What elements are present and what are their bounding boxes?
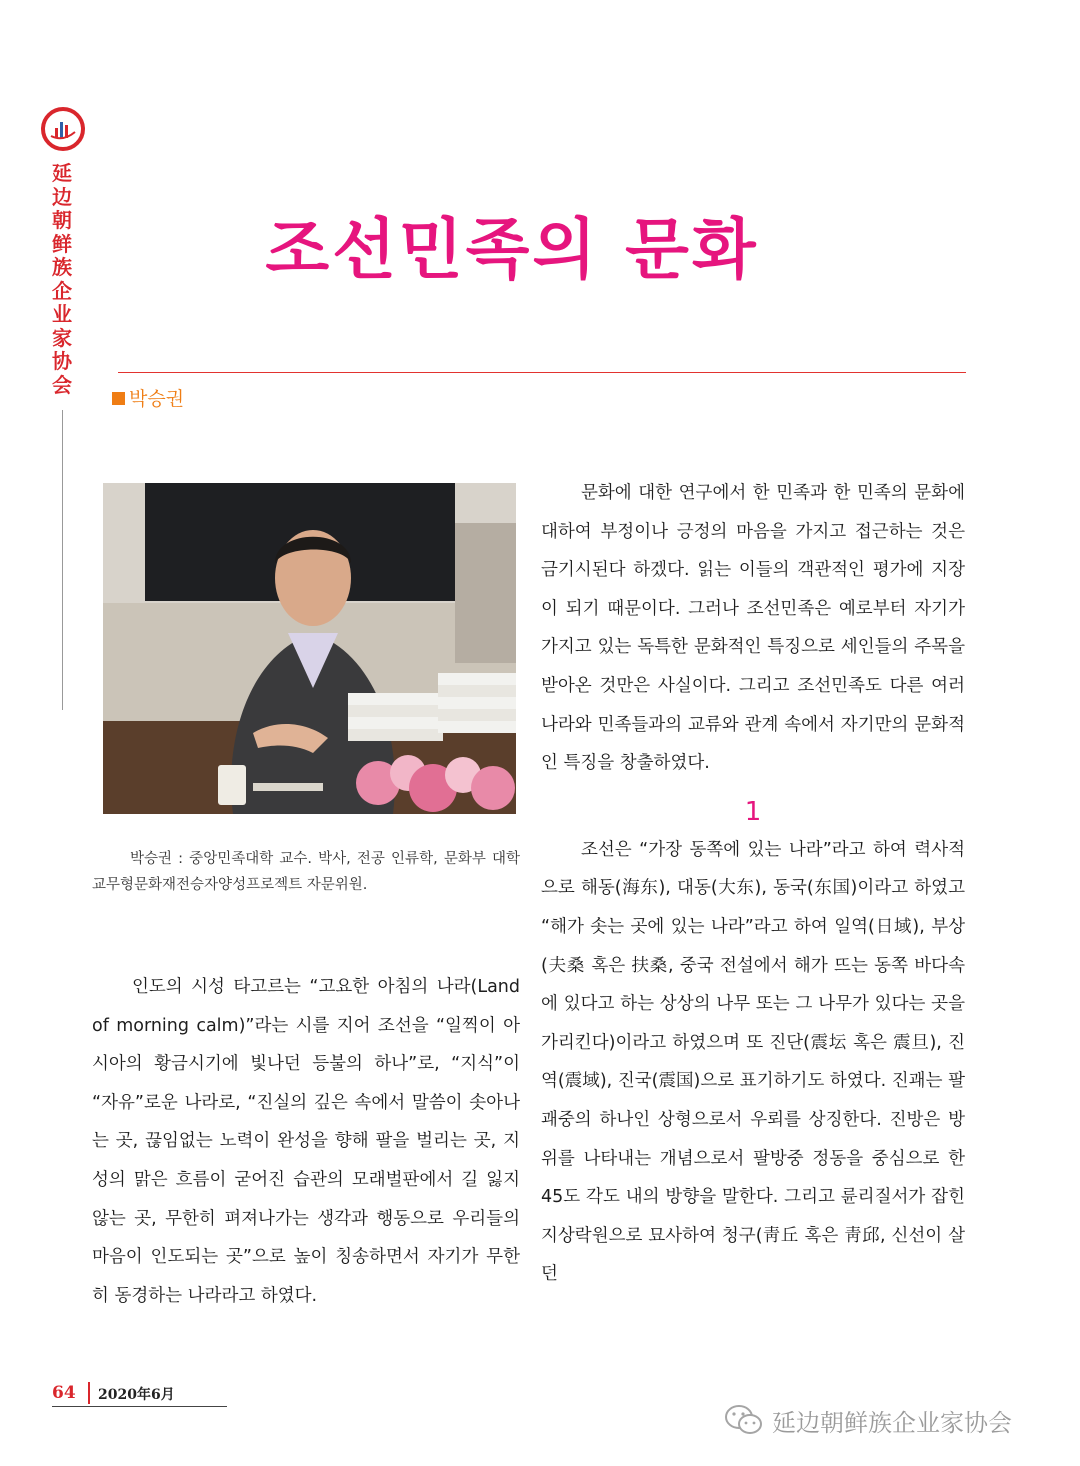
photo-caption: 박승권 : 중앙민족대학 교수. 박사, 전공 인류학, 문화부 대학교무형문화재전승자양성프로젝트 자문위원. (92, 851, 520, 893)
author-photo (103, 483, 516, 814)
issue-date: 2020年6月 (98, 1387, 175, 1403)
author-byline (112, 384, 184, 411)
sidebar-character: 族 (52, 255, 72, 279)
section-number: 1 (744, 796, 762, 827)
sidebar-character: 家 (52, 325, 72, 350)
intro-paragraph: 문화에 대한 연구에서 한 민족과 한 민족의 문화에 대하여 부정이나 긍정의 마음을 가지고 접근하는 것은 금기시된다 하겠다. 읽는 이들의 객관적인 평가에 지장이 되기 때문이다. 그러나 조선민족은 예로부터 자기가 가지고 있는 독특한 문화적인 특징으로 세인들의 주목을 받아온 것만은 사실이다. 그리고 조선민족도 다른 여러 나라와 민족들과의 교류와 관계 속에서 자기만의 문화적인 특징을 창출하였다. (541, 483, 965, 774)
association-logo-icon (40, 106, 86, 152)
sidebar-character: 协 (52, 349, 72, 373)
footer-rule (52, 1406, 227, 1407)
section-paragraph: 조선은 “가장 동쪽에 있는 나라”라고 하여 력사적으로 해동(海东), 대동(大东), 동국(东国)이라고 하였고 “해가 솟는 곳에 있는 나라”라고 하여 일역(日域), 부상(夫桑 혹은 扶桑, 중국 전설에서 해가 뜨는 동쪽 바다속에 있다고 하는 상상의 나무 또는 그 나무가 있다는 곳을 가리킨다)이라고 하였으며 또 진단(震坛 혹은 震旦), 진역(震域), 진국(震国)으로 표기하기도 하였다. 진괘는 팔괘중의 하나인 상형으로서 우뢰를 상징한다. 진방은 방위를 나타내는 개념으로서 팔방중 정동을 중심으로 한 45도 각도 내의 방향을 말한다. 그리고 륜리질서가 잡힌 지상락원으로 묘사하여 청구(靑丘 혹은 靑邱, 신선이 살던 (541, 839, 965, 1285)
title-rule (118, 372, 966, 373)
sidebar-character: 企 (52, 278, 72, 303)
footer-separator (88, 1382, 90, 1404)
watermark (724, 1400, 1012, 1440)
square-bullet-icon (112, 392, 125, 405)
article-title: 조선민족의 문화 (265, 211, 759, 288)
right-column (541, 474, 965, 1294)
sidebar-divider (62, 410, 63, 710)
author-name: 박승권 (129, 388, 185, 410)
sidebar-character: 会 (52, 372, 72, 397)
watermark-text: 延边朝鲜族企业家协会 (772, 1408, 1012, 1437)
sidebar-character: 延 (52, 161, 72, 185)
sidebar-character: 鲜 (52, 231, 72, 256)
wechat-icon (724, 1403, 764, 1437)
sidebar-character: 朝 (52, 208, 72, 232)
left-column-paragraph: 인도의 시성 타고르는 “고요한 아침의 나라(Land of morning calm)”라는 시를 지어 조선을 “일찍이 아시아의 황금시기에 빛나던 등불의 하나”로, “지식”이 “자유”로운 나라로, “진실의 깊은 속에서 말씀이 솟아나는 곳, 끊임없는 노력이 완성을 향해 팔을 벌리는 곳, 지성의 맑은 흐름이 굳어진 습관의 모래벌판에서 길 잃지 않는 곳, 무한히 펴져나가는 생각과 행동으로 우리들의 마음이 인도되는 곳”으로 높이 칭송하면서 자기가 무한히 동경하는 나라라고 하였다. (92, 977, 520, 1306)
sidebar-character: 边 (52, 184, 72, 209)
sidebar-character: 业 (52, 302, 72, 326)
page-number: 64 (52, 1383, 76, 1403)
